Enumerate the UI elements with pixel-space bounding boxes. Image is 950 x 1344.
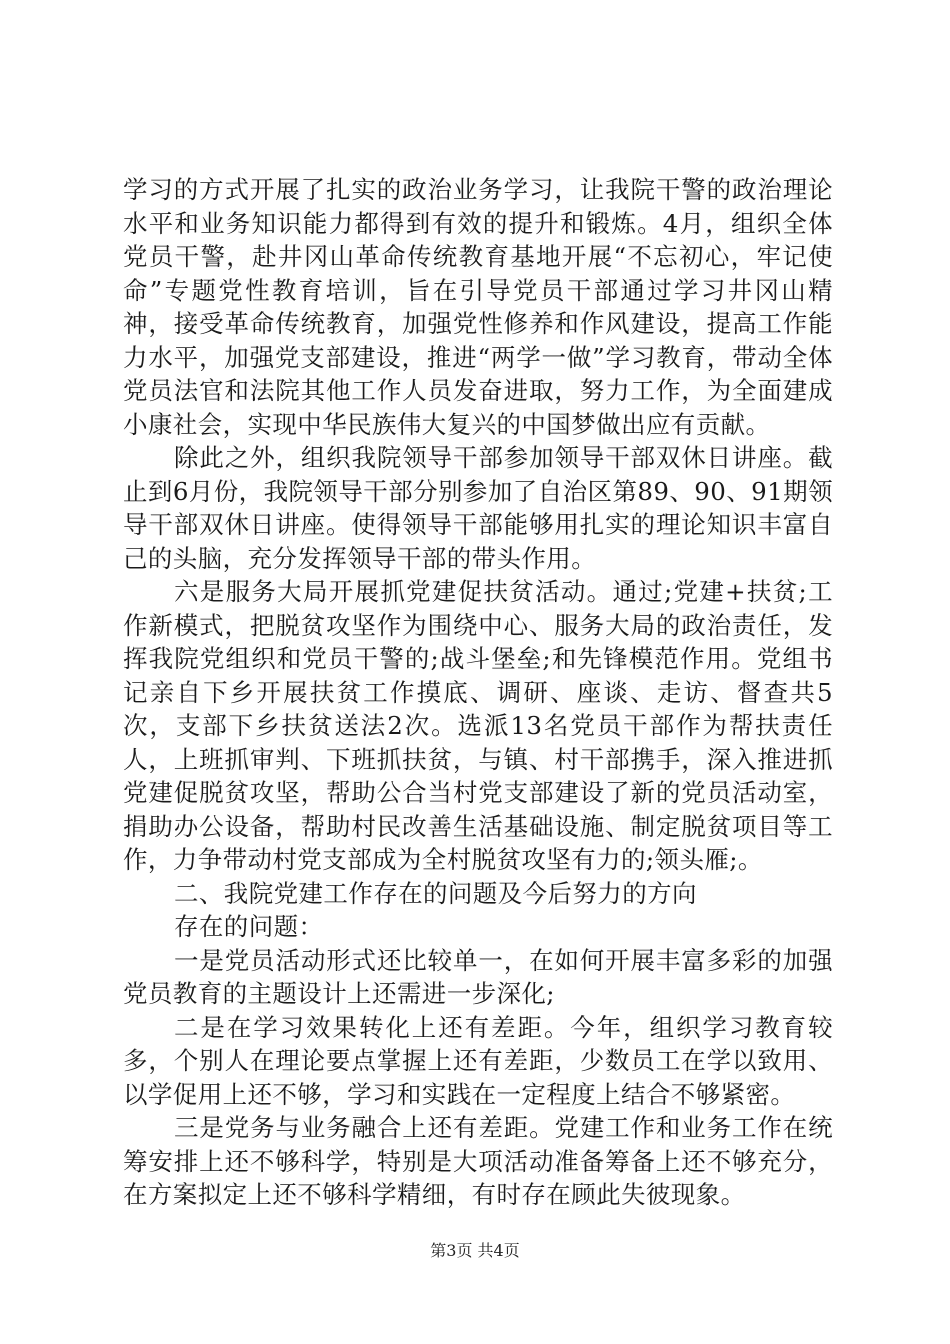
document-body bbox=[123, 173, 833, 1212]
paragraph-continued: 学习的方式开展了扎实的政治业务学习，让我院干警的政治理论水平和业务知识能力都得到有效的提升和锻炼。4月，组织全体党员干警，赴井冈山革命传统教育基地开展“不忘初心，牢记使命”专题党性教育培训，旨在引导党员干部通过学习井冈山精神，接受革命传统教育，加强党性修养和作风建设，提高工作能力水平，加强党支部建设，推进“两学一做”学习教育，带动全体党员法官和法院其他工作人员发奋进取，努力工作，为全面建成小康社会，实现中华民族伟大复兴的中国梦做出应有贡献。 bbox=[123, 175, 833, 439]
subheading-existing-problems: 存在的问题： bbox=[174, 912, 324, 941]
paragraph-problem-two: 二是在学习效果转化上还有差距。今年，组织学习教育较多，个别人在理论要点掌握上还有差距，少数员工在学以致用、以学促用上还不够，学习和实践在一定程度上结合不够紧密。 bbox=[123, 1012, 833, 1109]
paragraph-poverty-alleviation: 六是服务大局开展抓党建促扶贫活动。通过;党建+扶贫;工作新模式，把脱贫攻坚作为围绕中心、服务大局的政治责任，发挥我院党组织和党员干警的;战斗堡垒;和先锋模范作用。党组书记亲自下乡开展扶贫工作摸底、调研、座谈、走访、督查共5次，支部下乡扶贫送法2次。选派13名党员干部作为帮扶责任人，上班抓审判、下班抓扶贫，与镇、村干部携手，深入推进抓党建促脱贫攻坚，帮助公合当村党支部建设了新的党员活动室，捐助办公设备，帮助村民改善生活基础设施、制定脱贫项目等工作，力争带动村党支部成为全村脱贫攻坚有力的;领头雁;。 bbox=[123, 577, 833, 874]
paragraph-problem-one: 一是党员活动形式还比较单一，在如何开展丰富多彩的加强党员教育的主题设计上还需进一步深化; bbox=[123, 945, 833, 1008]
paragraph-leadership-lectures: 除此之外，组织我院领导干部参加领导干部双休日讲座。截止到6月份，我院领导干部分别参加了自治区第89、90、91期领导干部双休日讲座。使得领导干部能够用扎实的理论知识丰富自己的头脑，充分发挥领导干部的带头作用。 bbox=[123, 443, 833, 573]
section-heading-problems: 二、我院党建工作存在的问题及今后努力的方向 bbox=[174, 878, 697, 908]
page-number-footer: 第3页 共4页 bbox=[430, 1241, 520, 1260]
paragraph-problem-three: 三是党务与业务融合上还有差距。党建工作和业务工作在统筹安排上还不够科学，特别是大项活动准备筹备上还不够充分，在方案拟定上还不够科学精细，有时存在顾此失彼现象。 bbox=[123, 1113, 833, 1209]
